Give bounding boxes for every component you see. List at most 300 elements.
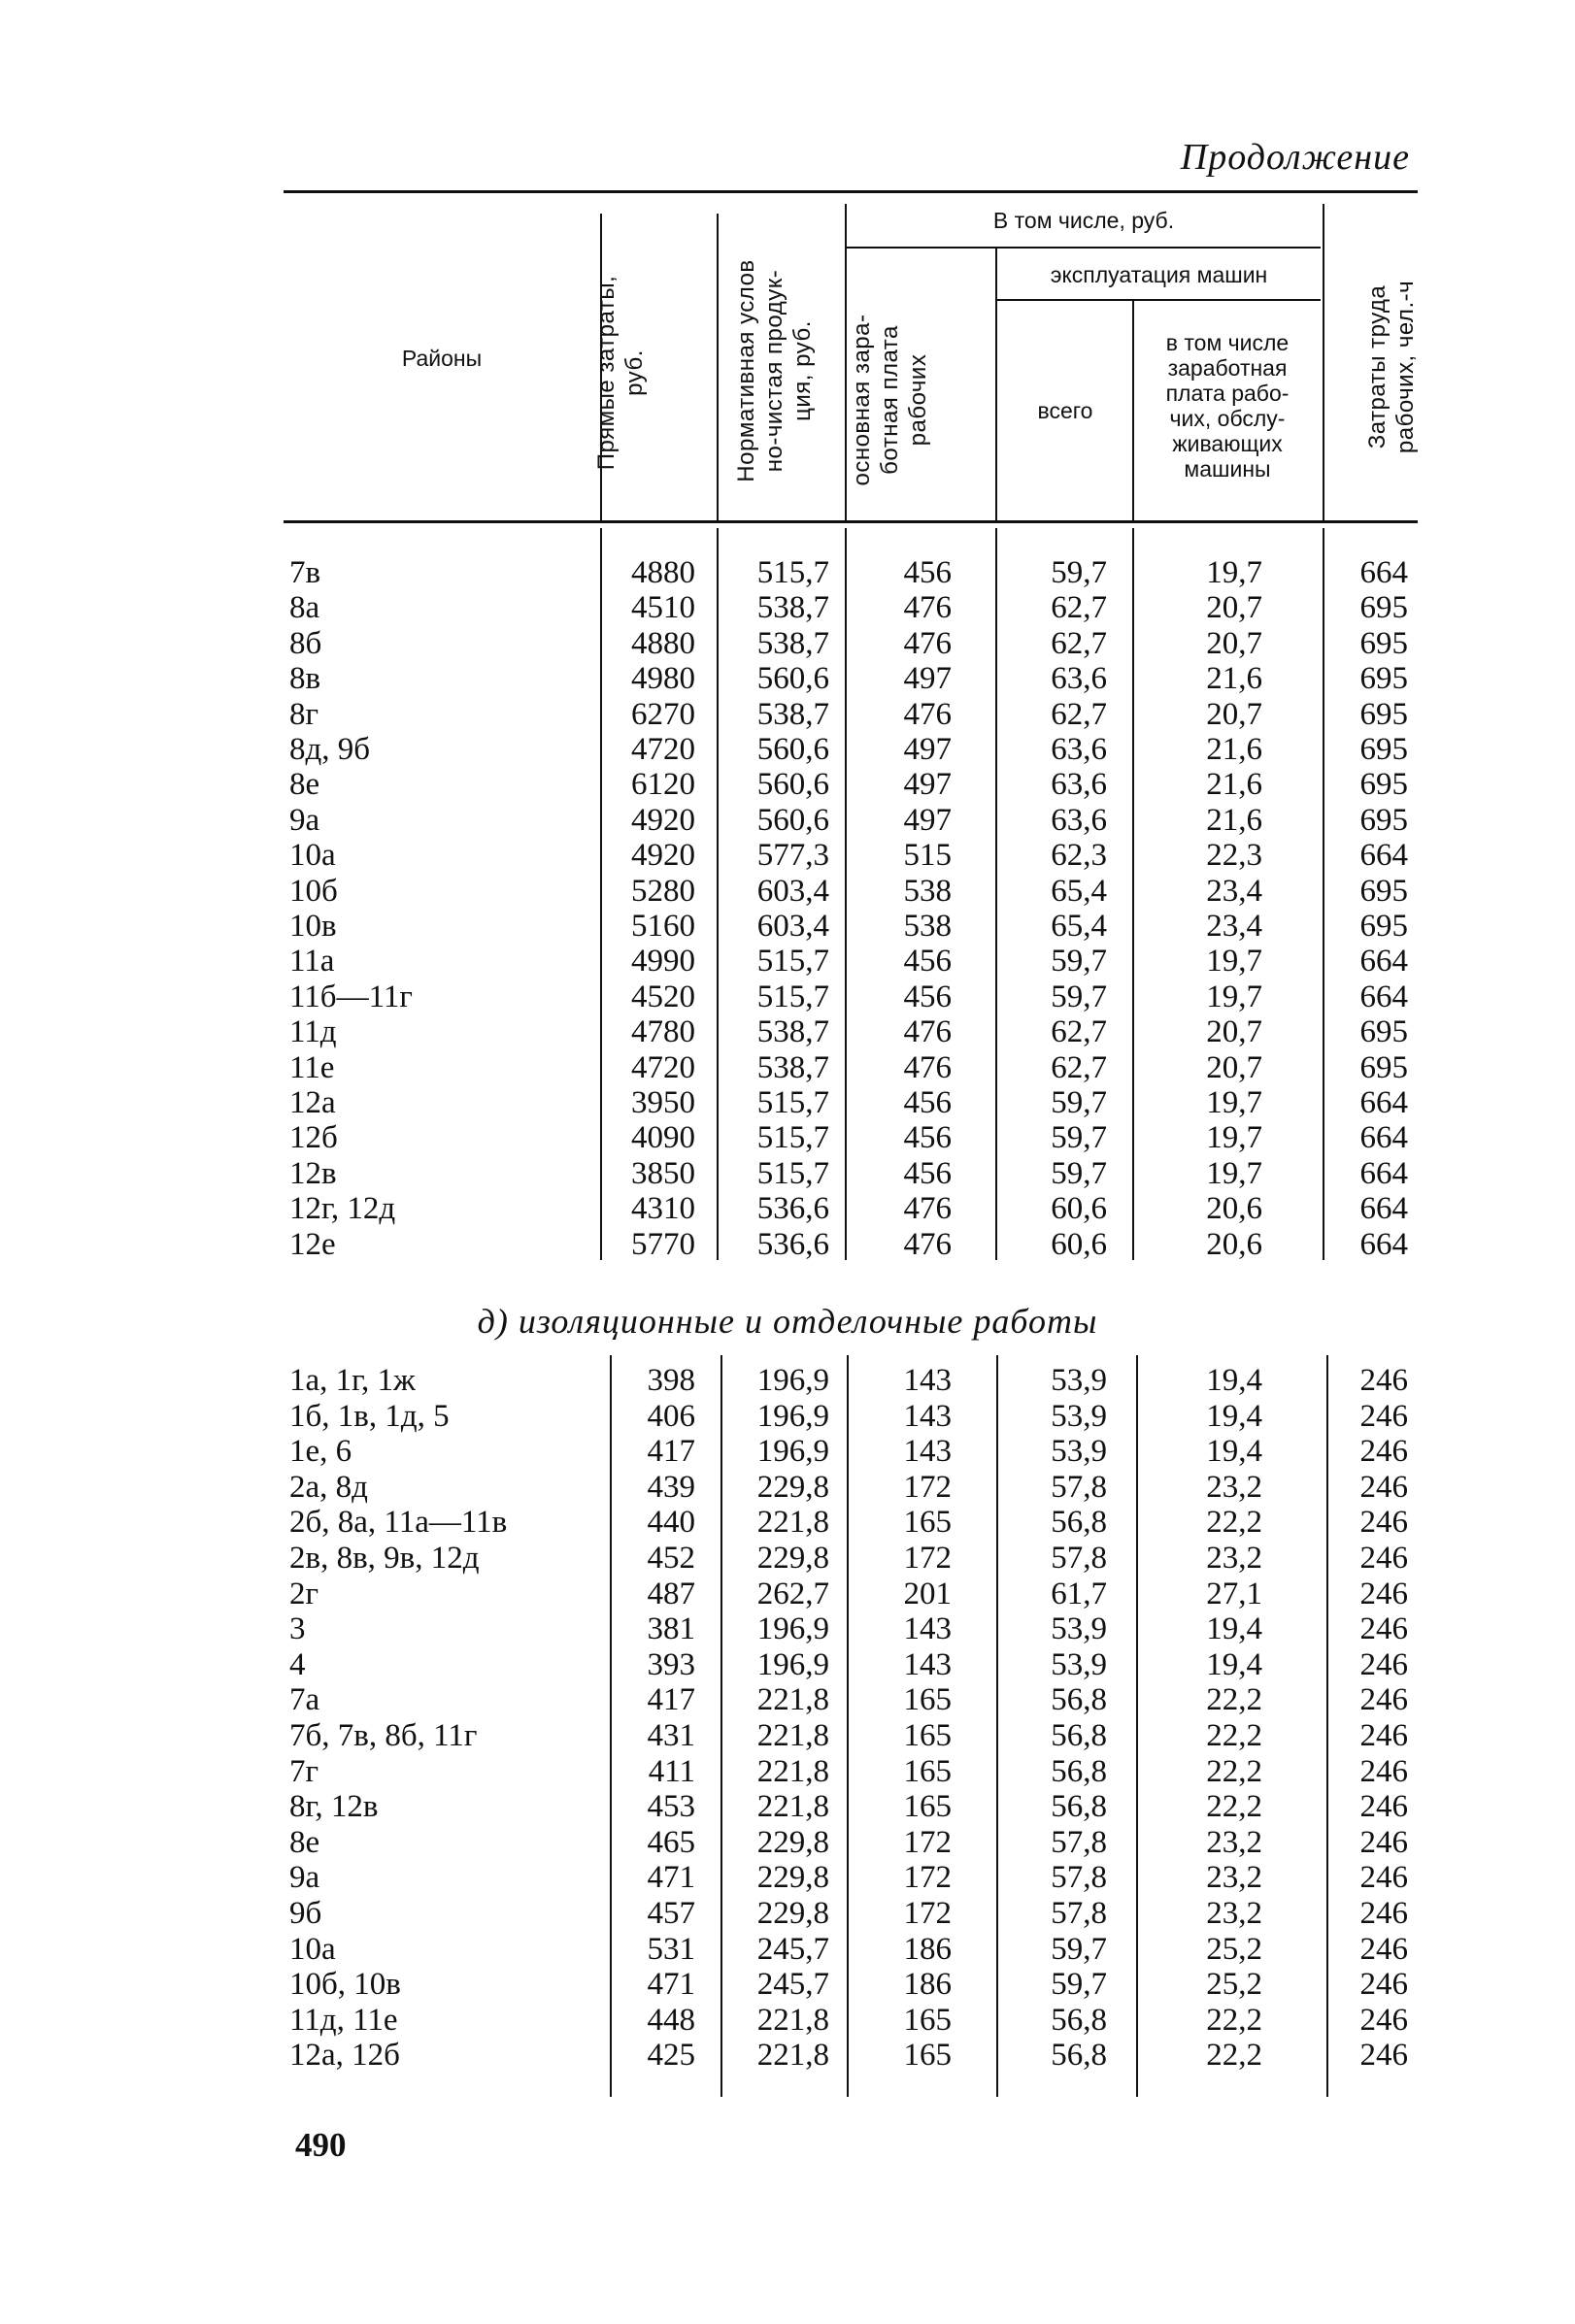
cell-direct-costs: 487 [647,1576,695,1611]
cell-labor: 246 [1359,1789,1408,1825]
cell-normative-output: 245,7 [756,1931,829,1967]
cell-labor: 695 [1359,802,1408,838]
cell-direct-costs: 471 [647,1967,695,2003]
cell-region: 1е, 6 [289,1434,352,1470]
cell-normative-output: 515,7 [756,1155,829,1191]
cell-region: 12а, 12б [289,2038,400,2074]
cell-region: 8д, 9б [289,732,371,767]
table-row [0,2003,1575,2038]
cell-machine-total: 56,8 [1051,2038,1107,2074]
table-row [0,1789,1575,1824]
cell-machine-wage: 21,6 [1206,802,1262,838]
cell-normative-output: 515,7 [756,979,829,1014]
cell-machine-total: 57,8 [1051,1541,1107,1576]
cell-machine-total: 53,9 [1051,1434,1107,1470]
cell-labor: 246 [1359,1469,1408,1505]
page-number: 490 [295,2126,347,2164]
cell-machine-total: 65,4 [1051,909,1107,944]
header-divider [845,204,847,520]
cell-machine-total: 65,4 [1051,873,1107,909]
cell-machine-wage: 19,4 [1206,1398,1262,1434]
cell-machine-wage: 23,4 [1206,873,1262,909]
cell-region: 9а [289,1860,320,1896]
cell-normative-output: 538,7 [756,1049,829,1085]
cell-machine-wage: 20,6 [1206,1191,1262,1227]
cell-direct-costs: 5280 [631,873,695,909]
table-row [0,590,1575,625]
cell-direct-costs: 471 [647,1860,695,1896]
cell-labor: 695 [1359,909,1408,944]
cell-region: 11е [289,1049,335,1085]
table-row [0,803,1575,838]
cell-base-wage: 497 [903,732,952,767]
cell-region: 12е [289,1226,336,1262]
cell-labor: 246 [1359,1753,1408,1789]
cell-machine-wage: 21,6 [1206,732,1262,767]
cell-machine-wage: 20,7 [1206,696,1262,732]
cell-machine-wage: 22,2 [1206,1718,1262,1753]
cell-machine-total: 56,8 [1051,2002,1107,2038]
cell-base-wage: 456 [903,979,952,1014]
cell-direct-costs: 5770 [631,1226,695,1262]
cell-base-wage: 476 [903,625,952,661]
cell-machine-total: 53,9 [1051,1611,1107,1647]
cell-machine-wage: 19,7 [1206,1085,1262,1120]
cell-region: 3 [289,1611,306,1647]
cell-machine-total: 62,7 [1051,1014,1107,1050]
cell-direct-costs: 6270 [631,696,695,732]
column-header-direct-costs: Прямые затраты, руб. [593,275,648,471]
cell-labor: 664 [1359,979,1408,1014]
header-divider [717,214,719,520]
cell-machine-wage: 20,7 [1206,590,1262,626]
table-row [0,1050,1575,1085]
cell-direct-costs: 453 [647,1789,695,1825]
cell-machine-total: 61,7 [1051,1576,1107,1611]
cell-region: 1а, 1г, 1ж [289,1363,416,1398]
cell-normative-output: 221,8 [756,1505,829,1541]
table-top-rule [284,190,1418,193]
cell-labor: 664 [1359,1155,1408,1191]
cell-machine-wage: 22,2 [1206,1505,1262,1541]
cell-machine-wage: 20,7 [1206,625,1262,661]
cell-machine-wage: 22,2 [1206,1682,1262,1718]
cell-machine-total: 56,8 [1051,1505,1107,1541]
cell-region: 11д [289,1014,337,1050]
cell-base-wage: 165 [903,2038,952,2074]
cell-machine-wage: 22,3 [1206,838,1262,874]
cell-machine-wage: 23,2 [1206,1860,1262,1896]
cell-labor: 664 [1359,838,1408,874]
cell-region: 2б, 8а, 11а—11в [289,1505,508,1541]
cell-normative-output: 196,9 [756,1646,829,1682]
table-row [0,1825,1575,1860]
cell-labor: 695 [1359,873,1408,909]
cell-normative-output: 515,7 [756,944,829,979]
cell-region: 9а [289,802,320,838]
cell-direct-costs: 398 [647,1363,695,1398]
table-row [0,1932,1575,1967]
cell-machine-wage: 25,2 [1206,1967,1262,2003]
cell-machine-wage: 22,2 [1206,1789,1262,1825]
cell-region: 12б [289,1120,338,1156]
table-row [0,1682,1575,1717]
table-row [0,1860,1575,1895]
cell-direct-costs: 440 [647,1505,695,1541]
cell-region: 8а [289,590,320,626]
cell-machine-total: 60,6 [1051,1191,1107,1227]
cell-region: 10а [289,1931,336,1967]
cell-base-wage: 456 [903,555,952,590]
cell-machine-total: 57,8 [1051,1824,1107,1860]
cell-normative-output: 245,7 [756,1967,829,2003]
cell-machine-total: 57,8 [1051,1860,1107,1896]
table-row [0,874,1575,909]
cell-labor: 246 [1359,2002,1408,2038]
cell-machine-wage: 23,2 [1206,1469,1262,1505]
cell-labor: 664 [1359,1120,1408,1156]
cell-normative-output: 229,8 [756,1469,829,1505]
cell-base-wage: 165 [903,1718,952,1753]
cell-region: 8е [289,1824,320,1860]
cell-machine-wage: 19,7 [1206,979,1262,1014]
table-row [0,1505,1575,1540]
cell-machine-wage: 25,2 [1206,1931,1262,1967]
cell-machine-total: 60,6 [1051,1226,1107,1262]
cell-labor: 664 [1359,555,1408,590]
cell-normative-output: 221,8 [756,2002,829,2038]
table-row [0,1085,1575,1120]
cell-normative-output: 560,6 [756,767,829,803]
header-rule [995,299,1321,301]
cell-labor: 246 [1359,1363,1408,1398]
table-row [0,1120,1575,1155]
cell-region: 10б [289,873,338,909]
cell-labor: 664 [1359,1226,1408,1262]
cell-region: 2г [289,1576,319,1611]
cell-machine-total: 59,7 [1051,944,1107,979]
cell-machine-wage: 19,4 [1206,1646,1262,1682]
cell-labor: 246 [1359,1576,1408,1611]
cell-machine-total: 59,7 [1051,1085,1107,1120]
cell-normative-output: 538,7 [756,625,829,661]
cell-region: 8б [289,625,322,661]
cell-direct-costs: 457 [647,1896,695,1931]
cell-machine-total: 53,9 [1051,1363,1107,1398]
column-header-base-wage: основная зара- ботная плата рабочих [849,314,931,486]
cell-machine-wage: 23,2 [1206,1541,1262,1576]
cell-normative-output: 536,6 [756,1191,829,1227]
cell-machine-wage: 19,7 [1206,555,1262,590]
cell-direct-costs: 406 [647,1398,695,1434]
cell-base-wage: 456 [903,1120,952,1156]
cell-base-wage: 476 [903,1191,952,1227]
cell-normative-output: 196,9 [756,1611,829,1647]
table-row [0,838,1575,873]
cell-normative-output: 196,9 [756,1398,829,1434]
table-row [0,1014,1575,1049]
cell-machine-total: 56,8 [1051,1682,1107,1718]
cell-labor: 695 [1359,767,1408,803]
cell-base-wage: 165 [903,1753,952,1789]
cell-normative-output: 229,8 [756,1896,829,1931]
cell-normative-output: 196,9 [756,1434,829,1470]
table-row [0,1434,1575,1469]
cell-base-wage: 476 [903,696,952,732]
cell-labor: 664 [1359,1191,1408,1227]
cell-machine-total: 62,7 [1051,696,1107,732]
cell-base-wage: 201 [903,1576,952,1611]
cell-machine-total: 59,7 [1051,979,1107,1014]
cell-direct-costs: 417 [647,1434,695,1470]
cell-machine-wage: 20,7 [1206,1014,1262,1050]
column-header-machine-wage: в том числе заработная плата рабо- чих, обслу- живающих машины [1165,330,1290,481]
cell-labor: 695 [1359,732,1408,767]
cell-labor: 695 [1359,625,1408,661]
table-row [0,661,1575,696]
cell-direct-costs: 4310 [631,1191,695,1227]
cell-direct-costs: 411 [648,1753,695,1789]
table-row [0,909,1575,944]
cell-machine-wage: 20,6 [1206,1226,1262,1262]
cell-normative-output: 221,8 [756,1682,829,1718]
cell-labor: 246 [1359,1967,1408,2003]
cell-base-wage: 456 [903,944,952,979]
table-row [0,626,1575,661]
cell-base-wage: 143 [903,1434,952,1470]
cell-region: 8г, 12в [289,1789,379,1825]
cell-base-wage: 172 [903,1541,952,1576]
cell-base-wage: 172 [903,1824,952,1860]
cell-base-wage: 476 [903,590,952,626]
cell-machine-total: 59,7 [1051,1120,1107,1156]
cell-direct-costs: 393 [647,1646,695,1682]
cell-normative-output: 515,7 [756,1085,829,1120]
cell-labor: 695 [1359,661,1408,697]
cell-region: 10б, 10в [289,1967,401,2003]
cell-machine-total: 62,7 [1051,1049,1107,1085]
cell-base-wage: 497 [903,767,952,803]
cell-region: 7б, 7в, 8б, 11г [289,1718,478,1753]
cell-base-wage: 143 [903,1363,952,1398]
cell-labor: 695 [1359,1014,1408,1050]
cell-direct-costs: 448 [647,2002,695,2038]
cell-region: 9б [289,1896,322,1931]
cell-machine-wage: 23,2 [1206,1896,1262,1931]
header-divider [1323,204,1324,520]
cell-machine-total: 62,3 [1051,838,1107,874]
table-row [0,732,1575,767]
cell-labor: 246 [1359,1824,1408,1860]
table-row [0,767,1575,802]
cell-base-wage: 456 [903,1155,952,1191]
column-header-regions: Районы [401,346,483,371]
cell-machine-total: 62,7 [1051,590,1107,626]
table-row [0,1967,1575,2002]
cell-direct-costs: 425 [647,2038,695,2074]
table-row [0,1754,1575,1789]
cell-direct-costs: 4920 [631,838,695,874]
cell-machine-total: 59,7 [1051,555,1107,590]
column-header-normative-output: Нормативная услов но-чистая продук- ция, руб. [733,259,816,482]
cell-region: 12а [289,1085,336,1120]
cell-region: 8е [289,767,320,803]
cell-labor: 246 [1359,1434,1408,1470]
table-row [0,1718,1575,1753]
cell-machine-wage: 27,1 [1206,1576,1262,1611]
table-row [0,1647,1575,1682]
header-rule [845,247,1321,249]
cell-normative-output: 262,7 [756,1576,829,1611]
cell-normative-output: 229,8 [756,1824,829,1860]
cell-direct-costs: 417 [647,1682,695,1718]
cell-normative-output: 221,8 [756,1753,829,1789]
cell-direct-costs: 381 [647,1611,695,1647]
continued-caption: Продолжение [1180,137,1410,178]
cell-machine-wage: 19,4 [1206,1611,1262,1647]
cell-region: 11б—11г [289,979,413,1014]
cell-base-wage: 186 [903,1967,952,2003]
cell-labor: 695 [1359,590,1408,626]
cell-normative-output: 603,4 [756,873,829,909]
cell-direct-costs: 465 [647,1824,695,1860]
cell-labor: 246 [1359,1541,1408,1576]
table-row [0,979,1575,1014]
cell-normative-output: 538,7 [756,1014,829,1050]
cell-machine-wage: 22,2 [1206,2038,1262,2074]
cell-normative-output: 538,7 [756,590,829,626]
cell-direct-costs: 6120 [631,767,695,803]
cell-normative-output: 560,6 [756,661,829,697]
cell-region: 7в [289,555,321,590]
cell-base-wage: 143 [903,1611,952,1647]
cell-direct-costs: 3950 [631,1085,695,1120]
cell-base-wage: 143 [903,1646,952,1682]
cell-base-wage: 515 [903,838,952,874]
cell-machine-wage: 21,6 [1206,661,1262,697]
cell-region: 12г, 12д [289,1191,396,1227]
cell-base-wage: 497 [903,661,952,697]
cell-machine-total: 53,9 [1051,1646,1107,1682]
cell-region: 11д, 11е [289,2002,398,2038]
cell-machine-wage: 23,2 [1206,1824,1262,1860]
cell-machine-wage: 19,4 [1206,1434,1262,1470]
cell-base-wage: 172 [903,1896,952,1931]
cell-base-wage: 172 [903,1860,952,1896]
cell-region: 1б, 1в, 1д, 5 [289,1398,450,1434]
cell-normative-output: 515,7 [756,555,829,590]
column-header-including: В том числе, руб. [992,208,1175,233]
cell-normative-output: 221,8 [756,1789,829,1825]
table-row [0,1577,1575,1611]
cell-labor: 664 [1359,1085,1408,1120]
cell-machine-total: 62,7 [1051,625,1107,661]
table-row [0,1191,1575,1226]
section-title: д) изоляционные и отделочные работы [477,1302,1098,1341]
cell-machine-wage: 22,2 [1206,1753,1262,1789]
cell-machine-total: 53,9 [1051,1398,1107,1434]
cell-labor: 664 [1359,944,1408,979]
cell-region: 4 [289,1646,306,1682]
cell-machine-wage: 23,4 [1206,909,1262,944]
cell-labor: 246 [1359,1860,1408,1896]
cell-region: 8в [289,661,321,697]
cell-direct-costs: 4880 [631,555,695,590]
cell-direct-costs: 4990 [631,944,695,979]
cell-normative-output: 229,8 [756,1860,829,1896]
cell-direct-costs: 531 [647,1931,695,1967]
cell-machine-wage: 21,6 [1206,767,1262,803]
cell-direct-costs: 4090 [631,1120,695,1156]
cell-direct-costs: 4520 [631,979,695,1014]
cell-base-wage: 476 [903,1014,952,1050]
cell-machine-total: 59,7 [1051,1931,1107,1967]
header-divider [995,249,997,520]
cell-machine-total: 56,8 [1051,1753,1107,1789]
cell-labor: 246 [1359,1505,1408,1541]
cell-labor: 246 [1359,1931,1408,1967]
cell-machine-total: 63,6 [1051,732,1107,767]
cell-base-wage: 538 [903,909,952,944]
cell-machine-total: 57,8 [1051,1896,1107,1931]
cell-normative-output: 515,7 [756,1120,829,1156]
cell-base-wage: 456 [903,1085,952,1120]
cell-normative-output: 196,9 [756,1363,829,1398]
cell-labor: 695 [1359,696,1408,732]
table-row [0,944,1575,979]
table-row [0,697,1575,732]
cell-direct-costs: 4980 [631,661,695,697]
table-row [0,1156,1575,1191]
cell-base-wage: 476 [903,1049,952,1085]
cell-labor: 695 [1359,1049,1408,1085]
cell-region: 2в, 8в, 9в, 12д [289,1541,480,1576]
cell-direct-costs: 4720 [631,1049,695,1085]
cell-machine-total: 59,7 [1051,1155,1107,1191]
table-row [0,1611,1575,1646]
cell-region: 7а [289,1682,320,1718]
cell-machine-total: 56,8 [1051,1789,1107,1825]
cell-normative-output: 536,6 [756,1226,829,1262]
cell-region: 12в [289,1155,337,1191]
cell-machine-total: 56,8 [1051,1718,1107,1753]
table-row [0,2038,1575,2073]
cell-base-wage: 476 [903,1226,952,1262]
cell-direct-costs: 5160 [631,909,695,944]
cell-region: 7г [289,1753,319,1789]
table-row [0,1541,1575,1576]
cell-labor: 246 [1359,1896,1408,1931]
cell-region: 10в [289,909,337,944]
cell-normative-output: 538,7 [756,696,829,732]
cell-machine-total: 63,6 [1051,767,1107,803]
cell-region: 11а [289,944,335,979]
cell-direct-costs: 3850 [631,1155,695,1191]
cell-machine-wage: 20,7 [1206,1049,1262,1085]
cell-labor: 246 [1359,1682,1408,1718]
cell-base-wage: 186 [903,1931,952,1967]
cell-machine-wage: 22,2 [1206,2002,1262,2038]
cell-machine-wage: 19,7 [1206,1120,1262,1156]
cell-direct-costs: 439 [647,1469,695,1505]
cell-direct-costs: 4920 [631,802,695,838]
cell-region: 10а [289,838,336,874]
cell-direct-costs: 4880 [631,625,695,661]
cell-labor: 246 [1359,1611,1408,1647]
cell-direct-costs: 4780 [631,1014,695,1050]
cell-base-wage: 165 [903,2002,952,2038]
column-header-machine-operation: эксплуатация машин [1050,262,1268,287]
